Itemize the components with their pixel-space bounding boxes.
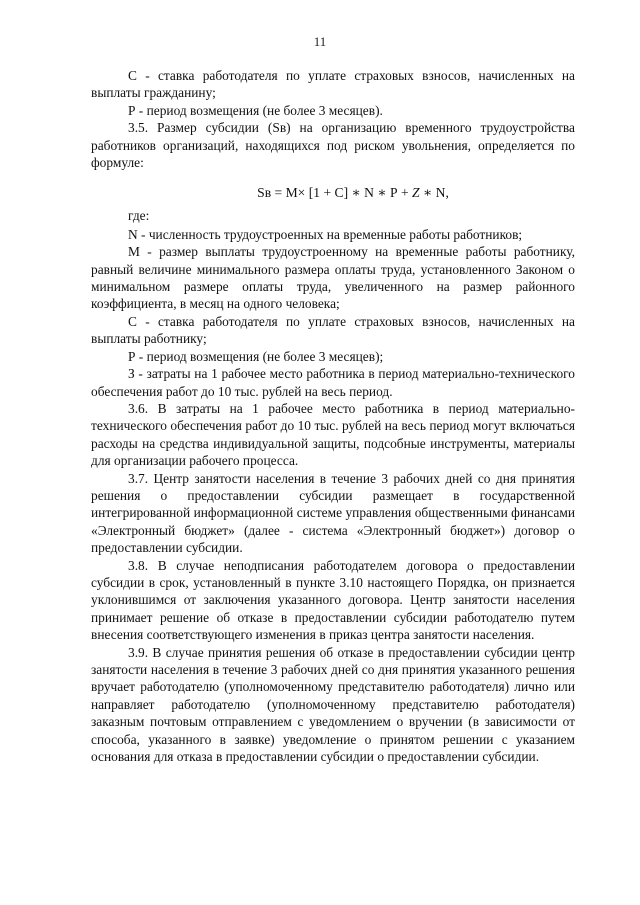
paragraph-m-def: М - размер выплаты трудоустроенному на временные работы работнику, равный величине минимального размера оплаты труда, установленного Законом о минимальном размере оплаты труда, увеличенного на размер районного коэффициента, в месяц на одного человека;	[91, 244, 575, 312]
page-number: 11	[313, 34, 327, 49]
subsidy-formula	[91, 182, 575, 204]
paragraph-clause-3-8: 3.8. В случае неподписания работодателем договора о предоставлении субсидии в срок, установленный в пункте 3.10 настоящего Порядка, он признается уклонившимся от заключения указанного договора. Центр занятости населения принимает решение об отказе в предоставлении субсидии работодателю путем внесения соответствующего изменения в приказ центра занятости населения.	[91, 557, 575, 643]
formula-lhs: Sв = М× [1 + С] ∗ N ∗ Р +	[257, 185, 413, 201]
where-label: где:	[128, 208, 150, 224]
paragraph-clause-3-6: 3.6. В затраты на 1 рабочее место работника в период материально-технического обеспечения работ до 10 тыс. рублей на весь период могут включаться расходы на средства индивидуальной защиты, подсобные инструменты, материалы для организации рабочего процесса.	[91, 400, 575, 469]
formula-z: Z	[412, 185, 420, 201]
paragraph-c-rate-2: С - ставка работодателя по уплате страховых взносов, начисленных на выплаты работнику;	[91, 313, 575, 347]
document-body	[91, 67, 575, 765]
paragraph-clause-3-7: 3.7. Центр занятости населения в течение 3 рабочих дней со дня принятия решения о предоставлении субсидии размещает в государственной интегрированной информационной системе управления общественными финансами «Электронный бюджет» (далее - система «Электронный бюджет») договор о предоставлении субсидии.	[91, 470, 575, 556]
paragraph-p-period-1: Р - период возмещения (не более 3 месяцев).	[128, 102, 383, 118]
paragraph-c-rate-1: С - ставка работодателя по уплате страховых взносов, начисленных на выплаты гражданину;	[91, 68, 575, 101]
paragraph-p-period-2: Р - период возмещения (не более 3 месяцев);	[128, 348, 384, 364]
formula-rhs: ∗ N,	[419, 185, 449, 201]
paragraph-clause-3-5: 3.5. Размер субсидии (Sв) на организацию временного трудоустройства работников организаций, находящихся под риском увольнения, определяется по формуле:	[91, 120, 575, 171]
paragraph-z-def: З - затраты на 1 рабочее место работника в период материально-технического обеспечения работ до 10 тыс. рублей на весь период.	[91, 366, 575, 399]
paragraph-n-def: N - численность трудоустроенных на временные работы работников;	[128, 226, 523, 242]
paragraph-clause-3-9: 3.9. В случае принятия решения об отказе в предоставлении субсидии центр занятости населения в течение 3 рабочих дней со дня принятия указанного решения вручает работодателю (уполномоченному представителю работодателя) лично или направляет работодателю (уполномоченному представителю работодателя) заказным почтовым отправлением с уведомлением о вручении (в зависимости от способа, указанного в заявке) уведомление о принятом решении с указанием основания для отказа в предоставлении субсидии о предоставлении субсидии.	[91, 644, 575, 765]
